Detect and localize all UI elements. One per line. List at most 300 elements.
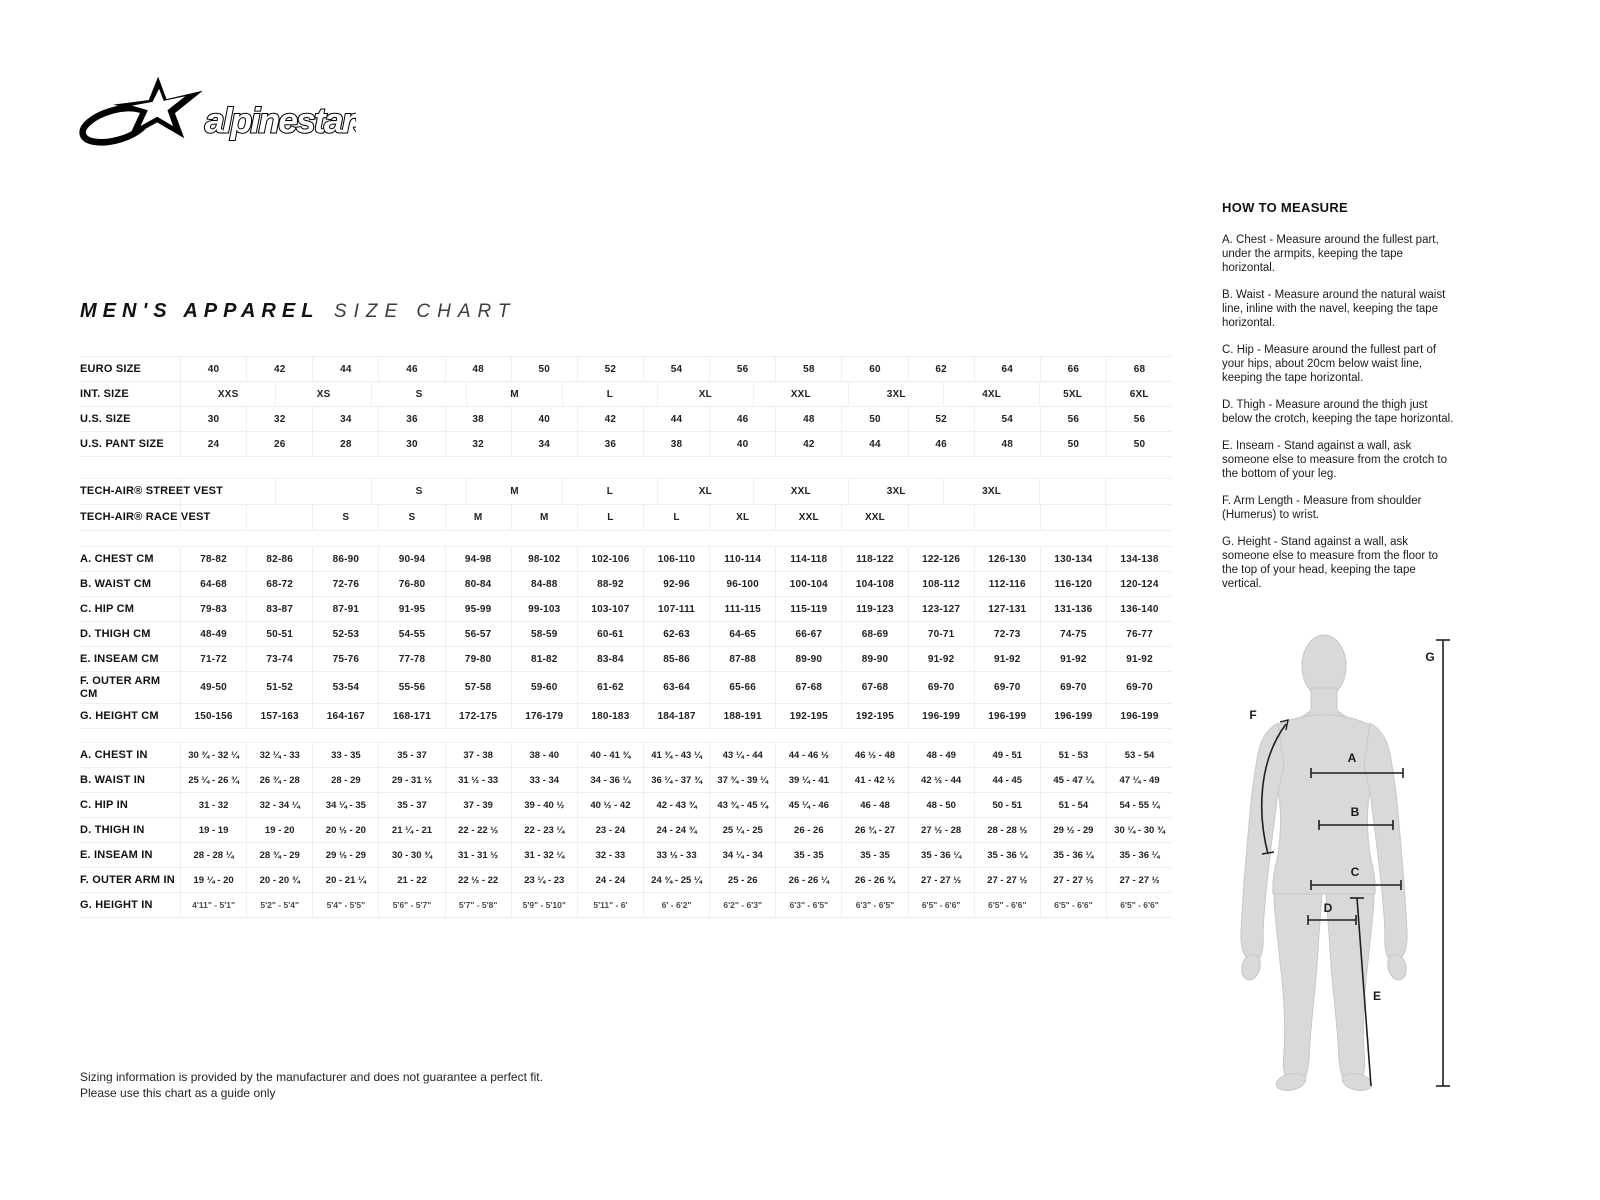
size-cell: 60-61	[577, 622, 643, 646]
size-cell: 46	[709, 407, 775, 431]
row-label: E. INSEAM IN	[80, 848, 153, 861]
row-label: A. CHEST IN	[80, 748, 148, 761]
size-cell: XXL	[775, 505, 841, 530]
table-row	[80, 407, 1172, 432]
row-label: TECH-AIR® STREET VEST	[80, 485, 224, 498]
disclaimer	[80, 1069, 543, 1101]
table-row	[80, 893, 1172, 918]
size-cell: 6'3" - 6'5"	[841, 893, 907, 917]
size-cell: M	[511, 505, 577, 530]
body-silhouette	[1239, 635, 1409, 1092]
size-cell: 64	[974, 357, 1040, 381]
size-cell: 58-59	[511, 622, 577, 646]
table-row	[80, 432, 1172, 457]
table-section-in	[80, 742, 1172, 918]
size-cell: XXL	[753, 479, 848, 504]
size-cell: 68	[1106, 357, 1172, 381]
size-cell: 99-103	[511, 597, 577, 621]
size-cell: 28	[312, 432, 378, 456]
size-cell: 51 - 54	[1040, 793, 1106, 817]
disclaimer-line1: Sizing information is provided by the manufacturer and does not guarantee a perfect fit.	[80, 1070, 543, 1084]
row-label: U.S. PANT SIZE	[80, 437, 164, 450]
size-cell: 54	[974, 407, 1040, 431]
row-label: D. THIGH CM	[80, 627, 151, 640]
size-cell	[974, 505, 1040, 530]
size-cell: 62	[908, 357, 974, 381]
size-cell: 68-69	[841, 622, 907, 646]
size-cell: 116-120	[1040, 572, 1106, 596]
size-cell: 31 ½ - 33	[445, 768, 511, 792]
size-cell: 25 ¼ - 26 ¾	[180, 768, 246, 792]
size-chart-table	[80, 356, 1172, 918]
size-cell: 63-64	[643, 672, 709, 703]
table-row	[80, 868, 1172, 893]
size-cell: 37 - 38	[445, 743, 511, 767]
size-cell: 122-126	[908, 547, 974, 571]
size-cell: 35 - 35	[841, 843, 907, 867]
size-cell: 180-183	[577, 704, 643, 728]
size-cell: 52-53	[312, 622, 378, 646]
size-cell: 55-56	[378, 672, 444, 703]
size-cell: 19 - 20	[246, 818, 312, 842]
size-cell: L	[562, 382, 657, 406]
size-cell: S	[378, 505, 444, 530]
size-cell: 54	[643, 357, 709, 381]
size-cell: 50	[1040, 432, 1106, 456]
size-cell	[1106, 505, 1172, 530]
size-cell: 35 - 35	[775, 843, 841, 867]
size-cell: 157-163	[246, 704, 312, 728]
size-cell: 35 - 36 ¼	[974, 843, 1040, 867]
size-cell: XXL	[841, 505, 907, 530]
size-cell: 32 ¼ - 33	[246, 743, 312, 767]
size-cell	[1040, 505, 1106, 530]
table-row	[80, 382, 1172, 407]
size-cell: 102-106	[577, 547, 643, 571]
size-cell: 40	[180, 357, 246, 381]
measure-instruction: B. Waist - Measure around the natural waist line, inline with the navel, keeping the tape horizontal.	[1222, 289, 1446, 330]
size-cell: 192-195	[775, 704, 841, 728]
size-cell: 30	[180, 407, 246, 431]
size-cell: 29 - 31 ½	[378, 768, 444, 792]
size-cell: 34 - 36 ¼	[577, 768, 643, 792]
size-cell: 31 - 31 ½	[445, 843, 511, 867]
size-cell: M	[466, 382, 561, 406]
size-cell: 82-86	[246, 547, 312, 571]
size-cell: 5'4" - 5'5"	[312, 893, 378, 917]
row-label: B. WAIST CM	[80, 577, 152, 590]
size-cell: 3XL	[848, 479, 943, 504]
size-cell: 172-175	[445, 704, 511, 728]
size-cell: 35 - 36 ¼	[908, 843, 974, 867]
size-cell: 19 - 19	[180, 818, 246, 842]
measure-line-height	[1436, 640, 1450, 1086]
size-cell: 42	[577, 407, 643, 431]
size-cell: 27 - 27 ½	[1040, 868, 1106, 892]
row-label: EURO SIZE	[80, 362, 142, 375]
size-cell: 56-57	[445, 622, 511, 646]
size-cell: 39 - 40 ½	[511, 793, 577, 817]
size-cell: 26 ¾ - 27	[841, 818, 907, 842]
size-cell: 196-199	[908, 704, 974, 728]
size-cell: 34	[312, 407, 378, 431]
size-cell: 45 ¼ - 46	[775, 793, 841, 817]
measure-instruction: D. Thigh - Measure around the thigh just below the crotch, keeping the tape horizontal.	[1222, 399, 1454, 426]
size-cell: 72-76	[312, 572, 378, 596]
row-label: G. HEIGHT CM	[80, 709, 159, 722]
size-cell: 32 - 33	[577, 843, 643, 867]
size-cell: 100-104	[775, 572, 841, 596]
size-cell: 69-70	[908, 672, 974, 703]
table-row	[80, 818, 1172, 843]
size-cell: 127-131	[974, 597, 1040, 621]
size-cell: 48-49	[180, 622, 246, 646]
size-cell: S	[371, 382, 466, 406]
label-waist: B	[1350, 805, 1360, 819]
size-cell: 91-92	[1040, 647, 1106, 671]
size-cell: 28 ¾ - 29	[246, 843, 312, 867]
table-row	[80, 505, 1172, 531]
how-to-measure-panel	[1222, 200, 1454, 604]
size-cell: 32	[246, 407, 312, 431]
table-row	[80, 357, 1172, 382]
size-cell: 92-96	[643, 572, 709, 596]
size-cell: 53-54	[312, 672, 378, 703]
size-cell: M	[445, 505, 511, 530]
size-cell: 32 - 34 ¼	[246, 793, 312, 817]
size-cell: 52	[908, 407, 974, 431]
size-cell: 118-122	[841, 547, 907, 571]
size-cell: 46	[378, 357, 444, 381]
size-cell: 44	[643, 407, 709, 431]
size-cell: 76-80	[378, 572, 444, 596]
size-cell: 50	[841, 407, 907, 431]
size-cell: 57-58	[445, 672, 511, 703]
label-inseam: E	[1372, 989, 1382, 1003]
size-cell: 64-65	[709, 622, 775, 646]
size-cell: 51 - 53	[1040, 743, 1106, 767]
table-row	[80, 704, 1172, 729]
size-cell: 27 ½ - 28	[908, 818, 974, 842]
size-cell: 26 - 26	[775, 818, 841, 842]
size-cell: 26 - 26 ¾	[841, 868, 907, 892]
size-cell: 27 - 27 ½	[1106, 868, 1172, 892]
size-cell: 33 - 35	[312, 743, 378, 767]
size-cell: L	[562, 479, 657, 504]
size-cell: 126-130	[974, 547, 1040, 571]
size-cell: 35 - 36 ¼	[1106, 843, 1172, 867]
size-cell: 6'5" - 6'6"	[1106, 893, 1172, 917]
size-cell: 107-111	[643, 597, 709, 621]
page-title	[80, 300, 517, 323]
size-cell: 77-78	[378, 647, 444, 671]
size-cell: 54-55	[378, 622, 444, 646]
size-cell: 110-114	[709, 547, 775, 571]
row-label: G. HEIGHT IN	[80, 898, 153, 911]
size-cell: 37 - 39	[445, 793, 511, 817]
size-cell: 69-70	[1106, 672, 1172, 703]
size-cell: 5'2" - 5'4"	[246, 893, 312, 917]
size-cell: 28 - 29	[312, 768, 378, 792]
size-cell: 5'11" - 6'	[577, 893, 643, 917]
size-cell: 30	[378, 432, 444, 456]
size-cell: 24	[180, 432, 246, 456]
size-cell: 68-72	[246, 572, 312, 596]
size-cell: 91-92	[1106, 647, 1172, 671]
size-cell: 114-118	[775, 547, 841, 571]
size-cell: 90-94	[378, 547, 444, 571]
size-cell: 48	[445, 357, 511, 381]
disclaimer-line2: Please use this chart as a guide only	[80, 1086, 276, 1101]
size-cell: 91-92	[974, 647, 1040, 671]
size-cell: 21 - 22	[378, 868, 444, 892]
size-cell: 50	[511, 357, 577, 381]
size-cell: 196-199	[1106, 704, 1172, 728]
table-section-cm	[80, 546, 1172, 729]
size-cell: 131-136	[1040, 597, 1106, 621]
table-section-sizes	[80, 356, 1172, 457]
size-cell: 47 ¼ - 49	[1106, 768, 1172, 792]
size-cell: 43 ¾ - 45 ¼	[709, 793, 775, 817]
size-cell: 91-92	[908, 647, 974, 671]
size-cell: 164-167	[312, 704, 378, 728]
size-cell: 41 - 42 ½	[841, 768, 907, 792]
alpinestars-logo	[76, 68, 356, 160]
size-cell: 32	[445, 432, 511, 456]
size-cell: 40	[709, 432, 775, 456]
size-cell: 36 ¼ - 37 ¾	[643, 768, 709, 792]
size-cell: 42 ½ - 44	[908, 768, 974, 792]
size-cell: 27 - 27 ½	[974, 868, 1040, 892]
logo-wordmark: alpinestars	[204, 100, 356, 141]
size-cell: 104-108	[841, 572, 907, 596]
size-cell: 61-62	[577, 672, 643, 703]
size-cell	[908, 505, 974, 530]
size-cell: 44	[312, 357, 378, 381]
size-cell: 196-199	[974, 704, 1040, 728]
size-cell: 95-99	[445, 597, 511, 621]
table-row	[80, 597, 1172, 622]
row-label: C. HIP IN	[80, 798, 129, 811]
size-cell: 23 - 24	[577, 818, 643, 842]
size-cell: 184-187	[643, 704, 709, 728]
label-thigh: D	[1323, 901, 1333, 915]
size-cell: S	[371, 479, 466, 504]
size-cell: 27 - 27 ½	[908, 868, 974, 892]
size-cell: S	[312, 505, 378, 530]
size-cell: 42	[246, 357, 312, 381]
size-cell: 45 - 47 ¼	[1040, 768, 1106, 792]
size-cell: 111-115	[709, 597, 775, 621]
size-cell: 24 - 24 ¾	[643, 818, 709, 842]
size-cell: 85-86	[643, 647, 709, 671]
size-cell: 150-156	[180, 704, 246, 728]
size-cell: 38	[445, 407, 511, 431]
size-cell: 87-91	[312, 597, 378, 621]
size-cell: 41 ¾ - 43 ¼	[643, 743, 709, 767]
size-cell: 81-82	[511, 647, 577, 671]
body-diagram	[1238, 620, 1453, 1092]
size-cell: 42 - 43 ¾	[643, 793, 709, 817]
size-cell	[1039, 479, 1106, 504]
size-cell: 76-77	[1106, 622, 1172, 646]
row-label: F. OUTER ARM IN	[80, 873, 175, 886]
table-row	[80, 743, 1172, 768]
size-cell: 119-123	[841, 597, 907, 621]
size-cell: 89-90	[841, 647, 907, 671]
size-cell: 59-60	[511, 672, 577, 703]
size-cell: 38 - 40	[511, 743, 577, 767]
size-cell: 50 - 51	[974, 793, 1040, 817]
size-cell: 5'7" - 5'8"	[445, 893, 511, 917]
size-cell: 22 - 23 ¼	[511, 818, 577, 842]
size-cell: L	[577, 505, 643, 530]
row-label: E. INSEAM CM	[80, 652, 159, 665]
size-cell: 65-66	[709, 672, 775, 703]
size-cell: 73-74	[246, 647, 312, 671]
size-cell: 69-70	[974, 672, 1040, 703]
size-cell: 4XL	[943, 382, 1038, 406]
size-cell: 4'11" - 5'1"	[180, 893, 246, 917]
table-section-vests	[80, 478, 1172, 531]
measure-instruction: G. Height - Stand against a wall, ask someone else to measure from the floor to the top of your head, keeping the tape vertical.	[1222, 536, 1439, 591]
size-cell: 33 ½ - 33	[643, 843, 709, 867]
size-cell: 67-68	[841, 672, 907, 703]
size-cell: 39 ¼ - 41	[775, 768, 841, 792]
size-cell: XXS	[180, 382, 275, 406]
size-cell: 35 - 37	[378, 743, 444, 767]
row-label: TECH-AIR® RACE VEST	[80, 511, 211, 524]
size-cell: 30 ¼ - 30 ¾	[1106, 818, 1172, 842]
size-cell: 84-88	[511, 572, 577, 596]
measure-instruction: E. Inseam - Stand against a wall, ask someone else to measure from the crotch to the bottom of your leg.	[1222, 440, 1447, 481]
row-label: D. THIGH IN	[80, 823, 145, 836]
row-label: INT. SIZE	[80, 387, 129, 400]
size-cell: 48 - 50	[908, 793, 974, 817]
size-cell: 40	[511, 407, 577, 431]
size-cell: 25 ¼ - 25	[709, 818, 775, 842]
measure-instruction: C. Hip - Measure around the fullest part of your hips, about 20cm below waist line, keeping the tape horizontal.	[1222, 344, 1437, 385]
size-cell: 37 ¾ - 39 ¼	[709, 768, 775, 792]
row-label: U.S. SIZE	[80, 412, 131, 425]
size-cell: 48	[974, 432, 1040, 456]
size-cell: 30 - 30 ¾	[378, 843, 444, 867]
size-cell: 20 - 20 ¾	[246, 868, 312, 892]
table-row	[80, 647, 1172, 672]
measurement-figure	[1238, 620, 1453, 1092]
size-cell: 50-51	[246, 622, 312, 646]
size-cell: 130-134	[1040, 547, 1106, 571]
size-cell: 79-80	[445, 647, 511, 671]
size-cell	[1105, 479, 1172, 504]
size-cell: 53 - 54	[1106, 743, 1172, 767]
size-cell: 34 ¼ - 35	[312, 793, 378, 817]
size-cell: 26 ¾ - 28	[246, 768, 312, 792]
size-cell: 28 - 28 ½	[974, 818, 1040, 842]
size-cell: 58	[775, 357, 841, 381]
size-cell: 69-70	[1040, 672, 1106, 703]
size-cell: 29 ½ - 29	[1040, 818, 1106, 842]
size-cell: 26	[246, 432, 312, 456]
size-cell: 74-75	[1040, 622, 1106, 646]
size-cell: 50	[1106, 432, 1172, 456]
label-hip: C	[1350, 865, 1360, 879]
size-cell: 20 ½ - 20	[312, 818, 378, 842]
size-cell: XL	[709, 505, 775, 530]
size-cell: 6'5" - 6'6"	[1040, 893, 1106, 917]
size-cell: 22 ½ - 22	[445, 868, 511, 892]
size-cell: 49 - 51	[974, 743, 1040, 767]
size-cell	[246, 505, 312, 530]
size-cell: XL	[657, 479, 752, 504]
size-cell: 5XL	[1039, 382, 1106, 406]
size-cell: 87-88	[709, 647, 775, 671]
size-cell: 25 - 26	[709, 868, 775, 892]
size-cell: 44	[841, 432, 907, 456]
size-cell: 60	[841, 357, 907, 381]
size-cell: 6'5" - 6'6"	[908, 893, 974, 917]
size-cell: 46 - 48	[841, 793, 907, 817]
size-cell: 36	[577, 432, 643, 456]
size-cell: 72-73	[974, 622, 1040, 646]
label-height: G	[1425, 650, 1435, 664]
size-cell: 66	[1040, 357, 1106, 381]
size-cell: 44 - 45	[974, 768, 1040, 792]
size-cell: 21 ¼ - 21	[378, 818, 444, 842]
size-cell: 134-138	[1106, 547, 1172, 571]
size-cell: 108-112	[908, 572, 974, 596]
size-cell: 112-116	[974, 572, 1040, 596]
size-cell: 34	[511, 432, 577, 456]
size-cell: 115-119	[775, 597, 841, 621]
row-label: F. OUTER ARM CM	[80, 675, 161, 700]
size-cell: 80-84	[445, 572, 511, 596]
table-row	[80, 622, 1172, 647]
size-cell: 196-199	[1040, 704, 1106, 728]
row-label: A. CHEST CM	[80, 552, 154, 565]
table-row	[80, 672, 1172, 704]
size-cell: 49-50	[180, 672, 246, 703]
size-cell: XL	[657, 382, 752, 406]
table-row	[80, 572, 1172, 597]
row-label: C. HIP CM	[80, 602, 135, 615]
size-cell: 36	[378, 407, 444, 431]
size-cell: 71-72	[180, 647, 246, 671]
size-cell: 33 - 34	[511, 768, 577, 792]
size-cell: 24 - 24	[577, 868, 643, 892]
size-cell: 51-52	[246, 672, 312, 703]
size-cell	[275, 479, 370, 504]
size-cell: 44 - 46 ½	[775, 743, 841, 767]
table-row	[80, 768, 1172, 793]
how-to-measure-title: HOW TO MEASURE	[1222, 200, 1349, 215]
size-cell: 56	[709, 357, 775, 381]
size-cell: 38	[643, 432, 709, 456]
row-label: B. WAIST IN	[80, 773, 146, 786]
page-title-main: MEN'S APPAREL	[80, 300, 320, 322]
size-cell: 19 ¼ - 20	[180, 868, 246, 892]
measure-instruction: F. Arm Length - Measure from shoulder (Humerus) to wrist.	[1222, 495, 1422, 522]
size-cell: 98-102	[511, 547, 577, 571]
size-cell: 48	[775, 407, 841, 431]
table-row	[80, 793, 1172, 818]
size-cell: 70-71	[908, 622, 974, 646]
table-row	[80, 547, 1172, 572]
size-cell: 188-191	[709, 704, 775, 728]
size-cell: 123-127	[908, 597, 974, 621]
size-cell: 67-68	[775, 672, 841, 703]
size-cell: 46	[908, 432, 974, 456]
